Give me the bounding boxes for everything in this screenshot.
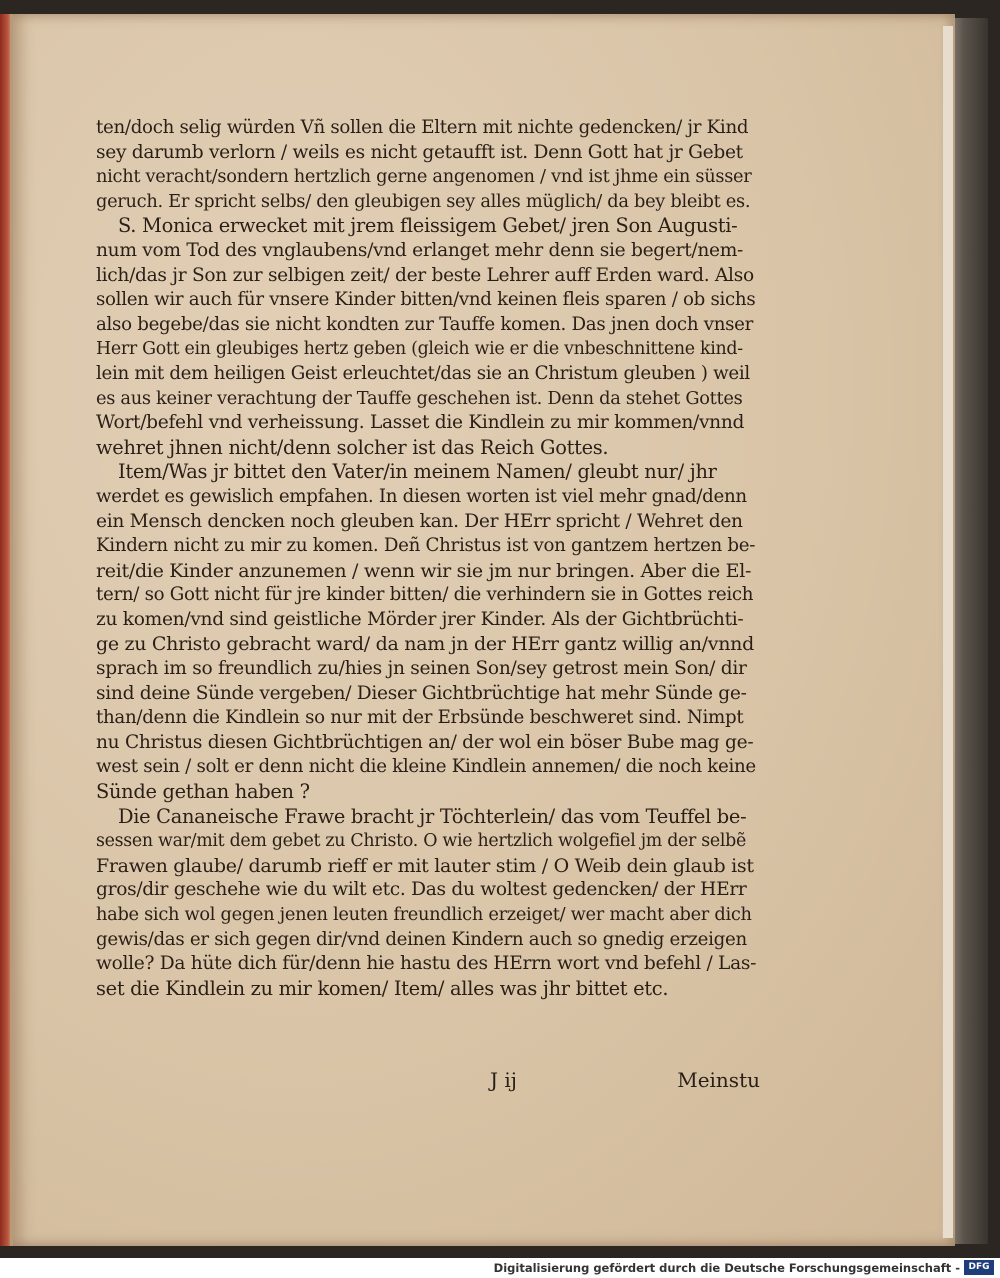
- text-line: Die Cananeische Frawe bracht jr Töchterlein/ das vom Teuffel be-: [118, 804, 747, 828]
- text-line: werdet es gewislich empfahen. In diesen worten ist viel mehr gnad/denn: [96, 485, 747, 507]
- page-edge: [942, 26, 953, 1238]
- text-line: ge zu Christo gebracht ward/ da nam jn der HErr gantz willig an/vnnd: [96, 633, 754, 656]
- text-line: Frawen glaube/ darumb rieff er mit lauter stim / O Weib dein glaub ist: [96, 854, 754, 877]
- text-line: gros/dir geschehe wie du wilt etc. Das du woltest gedencken/ der HErr: [96, 879, 747, 901]
- text-line: nicht veracht/sondern hertzlich gerne angenomen / vnd ist jhme ein süsser: [96, 166, 752, 188]
- text-line: gewis/das er sich gegen dir/vnd deinen Kindern auch so gnedig erzeigen: [96, 928, 747, 950]
- text-line: west sein / solt er denn nicht die kleine Kindlein annemen/ die noch keine: [96, 756, 756, 778]
- text-line: tern/ so Gott nicht für jre kinder bitten/ die verhindern sie in Gottes reich: [96, 584, 754, 606]
- text-line: lein mit dem heiligen Geist erleuchtet/das sie an Christum gleuben ) weil: [96, 362, 750, 384]
- signature-mark: J ij: [490, 1068, 517, 1092]
- footer-bar: [0, 1258, 1000, 1278]
- text-line: wehret jhnen nicht/denn solcher ist das Reich Gottes.: [96, 435, 609, 459]
- text-line: sey darumb verlorn / weils es nicht getaufft ist. Denn Gott hat jr Gebet: [96, 141, 743, 163]
- text-line: lich/das jr Son zur selbigen zeit/ der beste Lehrer auff Erden ward. Also: [96, 264, 754, 286]
- text-line: Kindern nicht zu mir zu komen. Deñ Christus ist von gantzem hertzen be-: [96, 535, 756, 557]
- text-line: also begebe/das sie nicht kondten zur Tauffe komen. Das jnen doch vnser: [96, 313, 753, 335]
- text-line: ten/doch selig würden Vñ sollen die Eltern mit nichte gedencken/ jr Kind: [96, 117, 749, 138]
- text-line: zu komen/vnd sind geistliche Mörder jrer Kinder. Als der Gichtbrüchti-: [96, 608, 744, 630]
- page-text-block: [96, 116, 756, 1001]
- text-line: Wort/befehl vnd verheissung. Lasset die Kindlein zu mir kommen/vnnd: [96, 412, 745, 434]
- text-line: S. Monica erwecket mit jrem fleissigem Gebet/ jren Son Augusti-: [118, 214, 738, 238]
- catchword: Meinstu: [677, 1068, 760, 1092]
- text-line: Sünde gethan haben ?: [96, 780, 310, 804]
- page-footer-marks: [490, 1068, 760, 1094]
- text-line: reit/die Kinder anzunemen / wenn wir sie jm nur bringen. Aber die El-: [96, 559, 752, 582]
- text-line: Item/Was jr bittet den Vater/in meinem Namen/ gleubt nur/ jhr: [118, 460, 717, 484]
- text-line: set die Kindlein zu mir komen/ Item/ alles was jhr bittet etc.: [96, 976, 669, 1000]
- text-line: es aus keiner verachtung der Tauffe geschehen ist. Denn da stehet Gottes: [96, 387, 743, 409]
- text-line: ein Mensch dencken noch gleuben kan. Der HErr spricht / Wehret den: [96, 510, 743, 532]
- text-line: num vom Tod des vnglaubens/vnd erlanget mehr denn sie begert/nem-: [96, 239, 744, 261]
- text-line: nu Christus diesen Gichtbrüchtigen an/ der wol ein böser Bube mag ge-: [96, 731, 754, 753]
- text-line: sprach im so freundlich zu/hies jn seinen Son/sey getrost mein Son/ dir: [96, 658, 747, 680]
- text-line: geruch. Er spricht selbs/ den gleubigen sey alles müglich/ da bey bleibt es.: [96, 190, 751, 212]
- text-line: Herr Gott ein gleubiges hertz geben (gleich wie er die vnbeschnittene kind-: [96, 339, 743, 360]
- text-line: habe sich wol gegen jenen leuten freundlich erzeiget/ wer macht aber dich: [96, 904, 752, 925]
- text-line: than/denn die Kindlein so nur mit der Erbsünde beschweret sind. Nimpt: [96, 707, 744, 729]
- text-line: sessen war/mit dem gebet zu Christo. O wie hertzlich wolgefiel jm der selbẽ: [96, 831, 746, 852]
- dfg-logo: DFG: [964, 1260, 994, 1275]
- text-line: sind deine Sünde vergeben/ Dieser Gichtbrüchtige hat mehr Sünde ge-: [96, 682, 747, 704]
- text-line: wolle? Da hüte dich für/denn hie hastu des HErrn wort vnd befehl / Las-: [96, 953, 756, 975]
- funding-credit: Digitalisierung gefördert durch die Deutsche Forschungsgemeinschaft -: [493, 1261, 960, 1275]
- text-line: sollen wir auch für vnsere Kinder bitten/vnd keinen fleis sparen / ob sichs: [96, 289, 756, 311]
